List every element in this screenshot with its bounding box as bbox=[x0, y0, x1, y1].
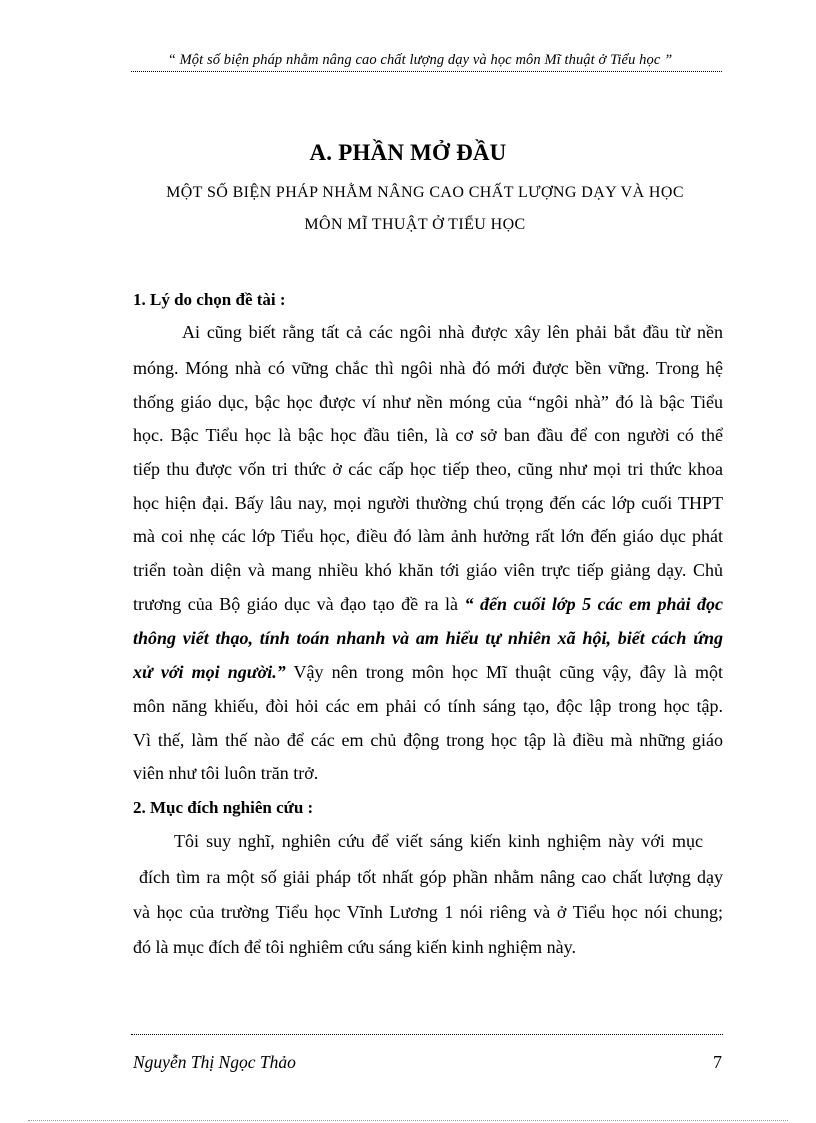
paragraph-line: đó là mục đích để tôi nghiêm cứu sáng kiến kinh nghiệm này. bbox=[133, 937, 576, 957]
section-1-heading: 1. Lý do chọn đề tài : bbox=[133, 290, 286, 309]
footer-divider bbox=[131, 1034, 723, 1035]
running-header: “ Một số biện pháp nhằm nâng cao chất lượng dạy và học môn Mĩ thuật ở Tiểu học ” bbox=[167, 52, 673, 68]
subtitle-line-2: MÔN MĨ THUẬT Ở TIỂU HỌC bbox=[304, 216, 526, 233]
paragraph-line bbox=[133, 595, 723, 613]
paragraph-line: mà coi nhẹ các lớp Tiểu học, điều đó làm ảnh hưởng rất lớn đến giáo dục phát bbox=[133, 526, 723, 546]
paragraph-line: Tôi suy nghĩ, nghiên cứu để viết sáng kiến kinh nghiệm này với mục bbox=[174, 831, 703, 851]
emphasized-quote: “ đến cuối lớp 5 các em phải đọc bbox=[464, 594, 723, 614]
paragraph-line: Vì thế, làm thế nào để các em chủ động trong học tập là điều mà những giáo bbox=[133, 730, 723, 750]
section-2-heading: 2. Mục đích nghiên cứu : bbox=[133, 798, 314, 817]
emphasized-quote: xử với mọi người.” bbox=[133, 662, 286, 682]
paragraph-line: đích tìm ra một số giải pháp tốt nhất góp phần nhằm nâng cao chất lượng dạy bbox=[139, 867, 723, 887]
emphasized-quote-line: thông viết thạo, tính toán nhanh và am hiểu tự nhiên xã hội, biết cách ứng bbox=[133, 628, 723, 648]
paragraph-line: viên như tôi luôn trăn trở. bbox=[133, 763, 319, 783]
paragraph-line: tiếp thu được vốn tri thức ở các cấp học tiếp theo, cũng như mọi tri thức khoa bbox=[133, 459, 723, 479]
header-divider bbox=[131, 71, 722, 72]
paragraph-line: học hiện đại. Bấy lâu nay, mọi người thường chú trọng đến các lớp cuối THPT bbox=[133, 493, 723, 513]
paragraph-line: và học của trường Tiểu học Vĩnh Lương 1 nói riêng và ở Tiểu học nói chung; bbox=[133, 902, 723, 922]
subtitle-line-1: MỘT SỐ BIỆN PHÁP NHẰM NÂNG CAO CHẤT LƯỢNG DẠY VÀ HỌC bbox=[166, 184, 684, 201]
paragraph-line: thống giáo dục, bậc học được ví như nền móng của “ngôi nhà” đó là bậc Tiểu bbox=[133, 392, 723, 412]
paragraph-text: trương của Bộ giáo dục và đạo tạo đề ra là bbox=[133, 594, 465, 614]
paragraph-line: Ai cũng biết rằng tất cả các ngôi nhà được xây lên phải bắt đầu từ nền bbox=[182, 322, 723, 342]
footer-author: Nguyễn Thị Ngọc Thảo bbox=[133, 1052, 296, 1072]
paragraph-line: môn năng khiếu, đòi hỏi các em phải có tính sáng tạo, độc lập trong học tập. bbox=[133, 696, 723, 716]
paragraph-line: móng. Móng nhà có vững chắc thì ngôi nhà đó mới được bền vững. Trong hệ bbox=[133, 358, 723, 378]
paragraph-text: Vậy nên trong môn học Mĩ thuật cũng vậy, đây là một bbox=[285, 662, 723, 682]
page-title: A. PHẦN MỞ ĐẦU bbox=[309, 140, 507, 165]
paragraph-line bbox=[133, 663, 723, 681]
paragraph-line: học. Bậc Tiểu học là bậc học đầu tiên, là cơ sở ban đầu để con người có thể bbox=[133, 425, 723, 445]
page-edge-divider bbox=[28, 1120, 788, 1121]
paragraph-line: triển toàn diện và mang nhiều khó khăn tới giáo viên trực tiếp giảng dạy. Chủ bbox=[133, 560, 723, 580]
page-number: 7 bbox=[713, 1052, 722, 1072]
